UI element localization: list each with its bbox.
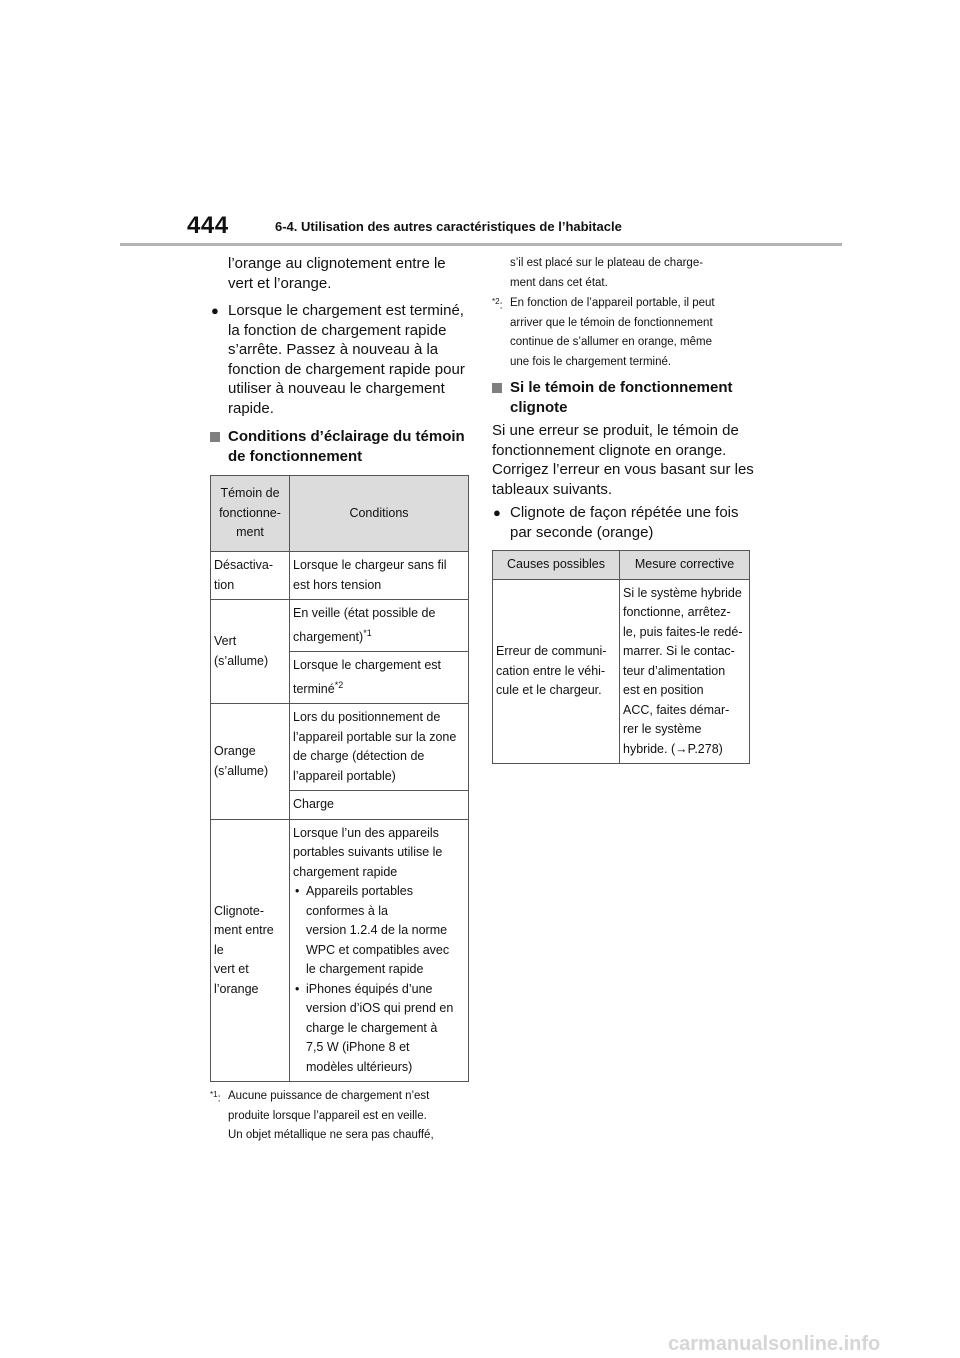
text-line: Appareils portables xyxy=(306,884,414,899)
table-header-cell xyxy=(211,476,290,552)
text-line xyxy=(293,676,465,700)
text-line: conformes à la xyxy=(306,903,388,918)
text-line: fonctionnement clignote en orange. xyxy=(492,441,727,459)
right-column xyxy=(492,254,754,764)
footnote-sup: *2 xyxy=(492,297,500,306)
text-line: Témoin de xyxy=(220,486,280,501)
text-line: Lorsque l’un des appareils xyxy=(293,825,439,840)
heading-line: de fonctionnement xyxy=(228,447,363,465)
text-line: ment xyxy=(236,525,264,540)
text-line: de charge (détection de xyxy=(293,749,425,764)
status-cell xyxy=(211,819,290,1082)
text-line: vert et xyxy=(214,962,249,977)
bullet-icon: ● xyxy=(493,505,501,520)
text-line: fonction de chargement rapide pour xyxy=(228,360,465,378)
text-line: le chargement rapide xyxy=(306,962,424,977)
text-line: produite lorsque l’appareil est en veille. xyxy=(228,1109,427,1122)
condition-cell xyxy=(290,819,469,1082)
text-line: rer le système xyxy=(623,722,702,736)
text-line: version d’iOS qui prend en xyxy=(306,1001,454,1016)
table-header-cell: Causes possibles xyxy=(493,551,620,580)
text-line: charge le chargement à xyxy=(306,1020,438,1035)
footnote-ref: *1 xyxy=(363,627,372,638)
text-line: une fois le chargement terminé. xyxy=(510,355,672,368)
bullet-item xyxy=(210,301,472,418)
text-line xyxy=(293,624,465,648)
text-line: Lorsque le chargement est xyxy=(293,658,442,673)
text-line: Clignote- xyxy=(214,903,265,918)
cause-cell xyxy=(493,579,620,764)
text-line: ACC, faites démar- xyxy=(623,702,730,717)
text-line: l’appareil portable sur la zone xyxy=(293,729,457,744)
text-line: Si une erreur se produit, le témoin de xyxy=(492,422,739,439)
text-line: iPhones équipés d’une xyxy=(306,981,433,996)
text-line: Lorsque le chargement est terminé, xyxy=(228,302,464,319)
status-cell xyxy=(211,600,290,704)
condition-cell xyxy=(290,552,469,600)
text-line: WPC et compatibles avec xyxy=(306,942,450,957)
page-number: 444 xyxy=(187,212,229,239)
bullet-icon: • xyxy=(295,884,300,899)
text-line: (s’allume) xyxy=(214,653,269,668)
text-line: (s’allume) xyxy=(214,763,269,778)
text-line: Lorsque le chargeur sans fil xyxy=(293,558,447,572)
header-rule xyxy=(120,243,842,246)
table-header-row xyxy=(493,551,750,580)
text-line: Aucune puissance de chargement n’est xyxy=(228,1090,430,1103)
text-line: Orange xyxy=(214,744,256,759)
continued-text xyxy=(210,254,472,293)
text-line: En fonction de l’appareil portable, il peut xyxy=(510,297,715,309)
condition-cell xyxy=(290,600,469,652)
text-line: version 1.2.4 de la norme xyxy=(306,923,448,938)
text-line: tableaux suivants. xyxy=(492,480,613,498)
table-header-cell: Mesure corrective xyxy=(620,551,750,580)
text-line: Corrigez l’erreur en vous basant sur les xyxy=(492,461,754,478)
text-line: utiliser à nouveau le chargement xyxy=(228,380,445,397)
footnote-sup: *1 xyxy=(210,1090,218,1100)
text-line: est hors tension xyxy=(293,577,382,592)
text-line: Si le système hybride xyxy=(623,585,742,600)
measure-cell xyxy=(620,579,750,764)
text-line: l’orange au clignotement entre le xyxy=(228,255,446,272)
table-row xyxy=(493,579,750,764)
text-line: Un objet métallique ne sera pas chauffé, xyxy=(228,1129,434,1142)
text-line: vert et l’orange. xyxy=(228,274,332,292)
section-title: 6-4. Utilisation des autres caractéristiques de l’habitacle xyxy=(275,219,622,234)
text-line: fonctionne- xyxy=(219,505,281,520)
text-line: Désactiva- xyxy=(214,558,274,572)
text-line: ment entre le xyxy=(214,923,274,957)
text-line: tion xyxy=(214,577,235,592)
text-line: teur d’alimentation xyxy=(623,663,726,678)
text-line: Vert xyxy=(214,634,237,649)
section-heading xyxy=(210,427,472,466)
footnote-ref: *2 xyxy=(334,679,344,690)
text-span: chargement) xyxy=(293,629,364,644)
condition-cell: Charge xyxy=(290,791,469,820)
list-item xyxy=(293,882,465,980)
heading-line: clignote xyxy=(510,398,568,416)
text-line: En veille (état possible de xyxy=(293,606,436,620)
condition-cell xyxy=(290,704,469,791)
heading-line: Conditions d’éclairage du témoin xyxy=(228,428,465,445)
table-row xyxy=(211,552,469,600)
text-line: ment dans cet état. xyxy=(510,276,608,289)
text-line: Clignote de façon répétée une fois xyxy=(510,504,739,521)
text-line: s’il est placé sur le plateau de charge- xyxy=(510,257,704,269)
error-table xyxy=(492,550,750,764)
text-line: continue de s’allumer en orange, même xyxy=(510,336,713,348)
text-line: l’appareil portable) xyxy=(293,768,396,783)
table-header-cell: Conditions xyxy=(290,476,469,552)
text-span: terminé xyxy=(293,681,335,696)
status-cell xyxy=(211,552,290,600)
footnote-mark: $^{*2}$: xyxy=(492,297,503,312)
table-header-row xyxy=(211,476,469,552)
paragraph xyxy=(492,421,754,499)
text-line: cule et le chargeur. xyxy=(496,683,602,697)
list-item xyxy=(293,980,465,1078)
square-marker-icon xyxy=(492,383,502,393)
text-line: 7,5 W (iPhone 8 et xyxy=(306,1040,410,1055)
text-line: portables suivants utilise le xyxy=(293,845,443,860)
text-line: s’arrête. Passez à nouveau à la xyxy=(228,341,439,358)
text-line: rapide. xyxy=(228,399,274,417)
text-line: hybride. (→P.278) xyxy=(623,741,723,756)
text-line: Erreur de communi- xyxy=(496,644,607,658)
square-marker-icon xyxy=(210,432,220,442)
watermark: carmanualsonline.info xyxy=(668,1333,881,1355)
text-line: fonctionne, arrêtez- xyxy=(623,605,731,619)
footnote-1-continued xyxy=(492,254,754,293)
bullet-item xyxy=(492,503,754,542)
text-line: la fonction de chargement rapide xyxy=(228,321,447,339)
section-heading xyxy=(492,378,754,417)
bullet-icon: ● xyxy=(211,303,219,318)
status-cell xyxy=(211,704,290,820)
text-line: l’orange xyxy=(214,981,259,996)
text-line: le, puis faites-le redé- xyxy=(623,624,743,639)
bullet-icon: • xyxy=(295,981,300,996)
text-line: chargement rapide xyxy=(293,864,398,879)
text-line: arriver que le témoin de fonctionnement xyxy=(510,316,713,329)
text-line: modèles ultérieurs) xyxy=(306,1059,413,1074)
indicator-table xyxy=(210,475,469,1082)
text-line: cation entre le véhi- xyxy=(496,663,606,678)
condition-cell xyxy=(290,652,469,704)
text-line: par seconde (orange) xyxy=(510,523,654,541)
table-row xyxy=(211,600,469,652)
left-column xyxy=(210,254,472,1146)
footnote-1 xyxy=(210,1087,472,1146)
table-row xyxy=(211,819,469,1082)
text-line: Lors du positionnement de xyxy=(293,710,441,725)
text-line: est en position xyxy=(623,683,704,697)
footnote-2 xyxy=(492,294,754,372)
text-line: marrer. Si le contac- xyxy=(623,644,735,658)
heading-line: Si le témoin de fonctionnement xyxy=(510,379,733,396)
table-row xyxy=(211,704,469,791)
footnote-mark: $^{*1}$: xyxy=(210,1090,221,1105)
